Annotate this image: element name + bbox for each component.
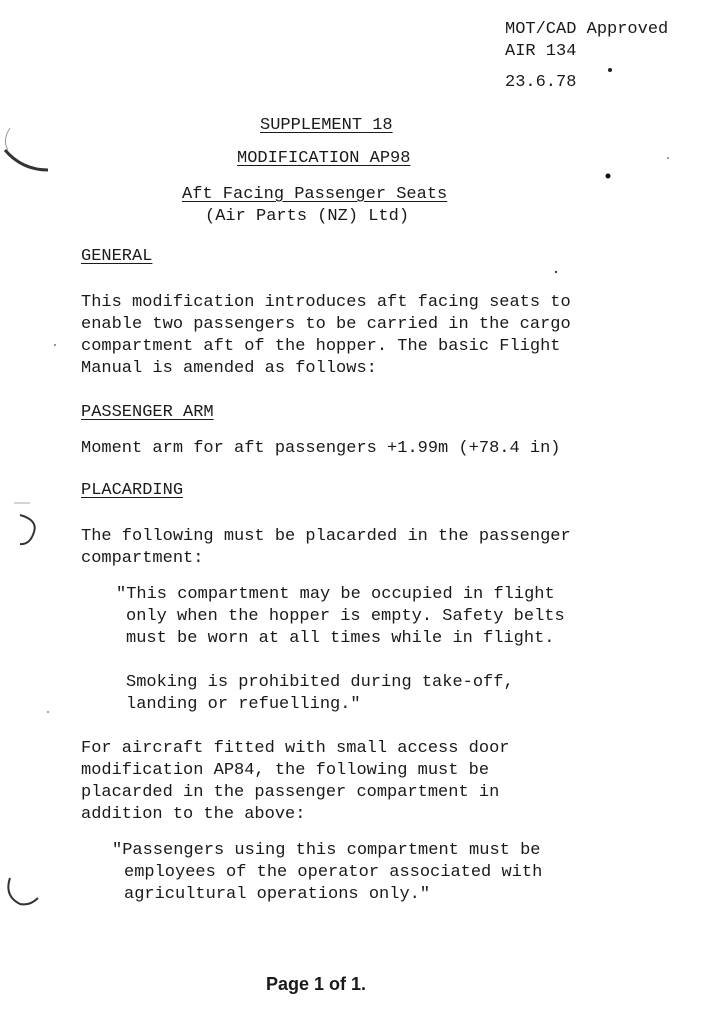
- subject-title: Aft Facing Passenger Seats: [182, 185, 448, 204]
- text-line: placarded in the passenger compartment in: [81, 783, 500, 802]
- placard-quote-3: [112, 840, 542, 906]
- approval-text: MOT/CAD Approved: [505, 20, 669, 39]
- air-reference: AIR 134: [505, 42, 577, 61]
- text-line: enable two passengers to be carried in the cargo: [81, 315, 571, 334]
- text-line: agricultural operations only.": [124, 885, 431, 904]
- access-door-paragraph: [81, 738, 509, 826]
- placarding-intro: [81, 526, 571, 570]
- text-line: "This compartment may be occupied in flight: [116, 585, 555, 604]
- text-line: landing or refuelling.": [126, 695, 361, 714]
- general-paragraph: [81, 292, 571, 380]
- passenger-arm-text: Moment arm for aft passengers +1.99m (+78.4 in): [81, 439, 561, 458]
- placard-quote-1: [116, 584, 565, 650]
- header-block: [505, 19, 668, 94]
- text-line: The following must be placarded in the passenger: [81, 527, 571, 546]
- passenger-arm-heading: PASSENGER ARM: [81, 403, 214, 422]
- text-line: addition to the above:: [81, 805, 306, 824]
- text-line: compartment aft of the hopper. The basic Flight: [81, 337, 561, 356]
- text-line: modification AP84, the following must be: [81, 761, 490, 780]
- supplement-title: SUPPLEMENT 18: [260, 116, 393, 135]
- text-line: For aircraft fitted with small access door: [81, 739, 510, 758]
- placarding-heading: PLACARDING: [81, 481, 184, 500]
- page-number: Page 1 of 1.: [266, 974, 367, 994]
- maker-title: (Air Parts (NZ) Ltd): [205, 207, 410, 226]
- modification-title: MODIFICATION AP98: [237, 149, 411, 168]
- text-line: Manual is amended as follows:: [81, 359, 377, 378]
- text-line: Smoking is prohibited during take-off,: [126, 673, 514, 692]
- text-line: "Passengers using this compartment must be: [112, 841, 541, 860]
- text-line: employees of the operator associated with: [124, 863, 543, 882]
- text-line: must be worn at all times while in flight.: [126, 629, 555, 648]
- text-line: This modification introduces aft facing seats to: [81, 293, 571, 312]
- text-line: only when the hopper is empty. Safety belts: [126, 607, 565, 626]
- approval-date: 23.6.78: [505, 73, 577, 92]
- text-line: compartment:: [81, 549, 204, 568]
- placard-quote-2: [126, 672, 514, 716]
- general-heading: GENERAL: [81, 247, 153, 266]
